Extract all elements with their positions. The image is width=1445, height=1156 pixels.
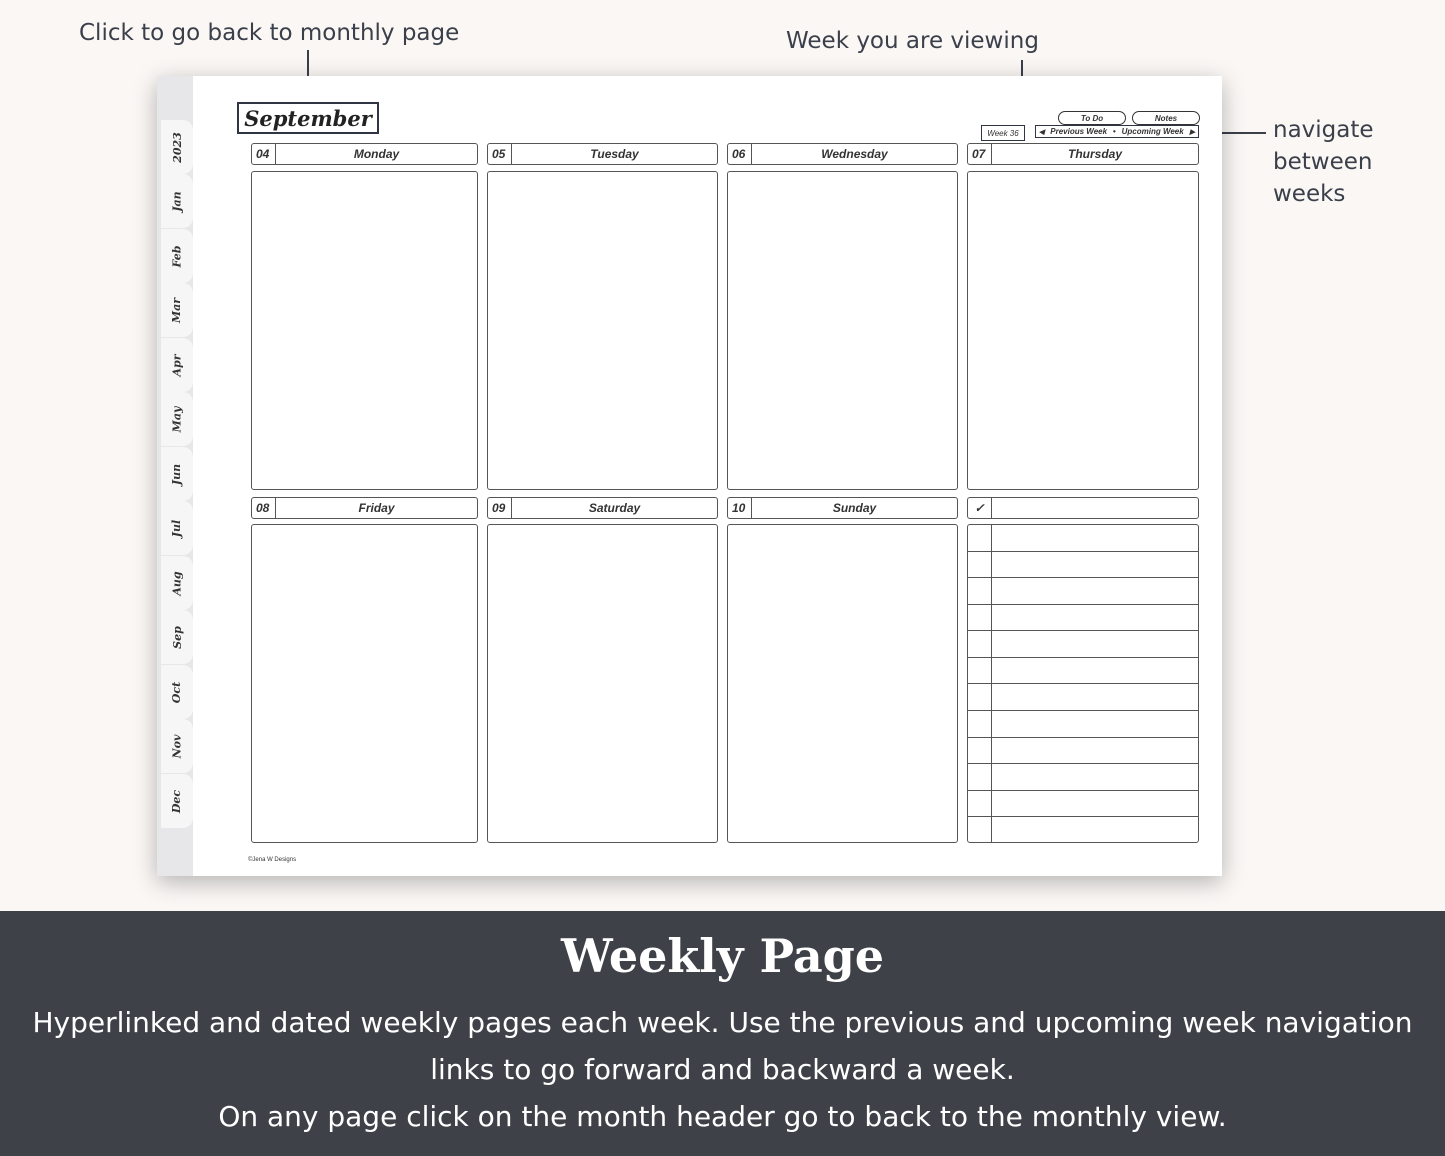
todo-row[interactable] <box>968 525 1198 552</box>
callout-week-viewing: Week you are viewing <box>786 28 1039 54</box>
tab-nov[interactable] <box>161 719 193 773</box>
callout-navigate-line-2: between <box>1273 149 1373 175</box>
todo-row[interactable] <box>968 552 1198 579</box>
day-header-wednesday <box>727 143 958 165</box>
week-navigation <box>1035 125 1199 138</box>
callout-month-back: Click to go back to monthly page <box>79 20 460 46</box>
todo-row[interactable] <box>968 578 1198 605</box>
tab-jun-label: Jun <box>170 463 184 485</box>
day-number: 08 <box>252 498 276 518</box>
todo-row[interactable] <box>968 764 1198 791</box>
todo-checkbox[interactable] <box>968 684 992 710</box>
day-box-monday[interactable] <box>251 171 478 490</box>
day-name: Saturday <box>588 501 641 515</box>
tab-mar-label: Mar <box>170 297 184 323</box>
todo-row[interactable] <box>968 631 1198 658</box>
notes-link[interactable]: Notes <box>1132 111 1200 125</box>
day-name: Thursday <box>1067 147 1122 161</box>
banner-text-line-2: links to go forward and backward a week. <box>430 1053 1015 1086</box>
todo-checkbox[interactable] <box>968 525 992 551</box>
todo-checkbox[interactable] <box>968 711 992 737</box>
todo-checkbox[interactable] <box>968 791 992 817</box>
upcoming-week-link[interactable]: Upcoming Week <box>1121 127 1184 136</box>
todo-row[interactable] <box>968 658 1198 685</box>
check-icon: ✓ <box>968 498 992 518</box>
todo-row[interactable] <box>968 711 1198 738</box>
tab-sep-label: Sep <box>170 625 184 649</box>
todo-checkbox[interactable] <box>968 764 992 790</box>
tab-feb-label: Feb <box>170 245 184 267</box>
nav-separator: • <box>1112 127 1116 136</box>
tab-jan[interactable] <box>161 174 193 228</box>
tab-apr[interactable] <box>161 338 193 392</box>
day-number: 04 <box>252 144 276 164</box>
day-number: 10 <box>728 498 752 518</box>
day-box-sunday[interactable] <box>727 524 958 843</box>
day-header-sunday <box>727 497 958 519</box>
todo-checkbox[interactable] <box>968 605 992 631</box>
banner-text-line-1: Hyperlinked and dated weekly pages each week. Use the previous and upcoming week navigation <box>32 1006 1413 1039</box>
todo-row[interactable] <box>968 605 1198 632</box>
day-box-tuesday[interactable] <box>487 171 718 490</box>
tab-sep[interactable] <box>161 610 193 664</box>
tab-dec[interactable] <box>161 774 193 828</box>
day-name: Wednesday <box>821 147 888 161</box>
copyright: ©Jena W Designs <box>248 857 297 863</box>
tab-nov-label: Nov <box>170 734 184 758</box>
tab-jun[interactable] <box>161 447 193 501</box>
todo-checkbox[interactable] <box>968 817 992 843</box>
todo-row[interactable] <box>968 738 1198 765</box>
day-number: 09 <box>488 498 512 518</box>
previous-arrow-icon[interactable]: ◀ <box>1039 128 1045 136</box>
todo-row[interactable] <box>968 817 1198 843</box>
tab-year[interactable] <box>161 120 193 174</box>
tab-year-label: 2023 <box>170 131 184 163</box>
callout-navigate-line-1: navigate <box>1273 117 1374 143</box>
next-arrow-icon[interactable]: ▶ <box>1189 128 1195 136</box>
day-header-friday <box>251 497 478 519</box>
tab-oct-label: Oct <box>170 681 184 703</box>
tab-dec-label: Dec <box>170 789 184 813</box>
tab-aug[interactable] <box>161 556 193 610</box>
day-name: Sunday <box>832 501 877 515</box>
day-header-tuesday <box>487 143 718 165</box>
month-tab-sidebar <box>157 76 193 876</box>
tab-jan-label: Jan <box>170 190 184 212</box>
day-box-saturday[interactable] <box>487 524 718 843</box>
tab-mar[interactable] <box>161 283 193 337</box>
day-box-wednesday[interactable] <box>727 171 958 490</box>
banner-text-line-3: On any page click on the month header go to back to the monthly view. <box>218 1100 1227 1133</box>
todo-row[interactable] <box>968 791 1198 818</box>
day-name: Friday <box>358 501 395 515</box>
tab-may[interactable] <box>161 392 193 446</box>
day-header-saturday <box>487 497 718 519</box>
day-name: Monday <box>353 147 400 161</box>
todo-checkbox[interactable] <box>968 552 992 578</box>
todo-checkbox[interactable] <box>968 658 992 684</box>
month-header-link[interactable]: September <box>237 102 379 134</box>
day-box-friday[interactable] <box>251 524 478 843</box>
tab-oct[interactable] <box>161 665 193 719</box>
day-header-thursday <box>967 143 1199 165</box>
tab-jul-label: Jul <box>170 519 184 537</box>
day-header-monday <box>251 143 478 165</box>
banner-title: Weekly Page <box>560 929 885 983</box>
todo-checkbox[interactable] <box>968 578 992 604</box>
day-box-thursday[interactable] <box>967 171 1199 490</box>
tab-apr-label: Apr <box>170 353 184 377</box>
callout-navigate <box>1273 114 1374 210</box>
callout-navigate-line-3: weeks <box>1273 181 1346 207</box>
previous-week-link[interactable]: Previous Week <box>1050 127 1108 136</box>
tab-may-label: May <box>170 406 184 432</box>
todo-header <box>967 497 1199 519</box>
planner-page <box>157 76 1222 876</box>
todo-checkbox[interactable] <box>968 738 992 764</box>
day-number: 06 <box>728 144 752 164</box>
todo-row[interactable] <box>968 684 1198 711</box>
day-number: 07 <box>968 144 992 164</box>
tab-jul[interactable] <box>161 501 193 555</box>
tab-aug-label: Aug <box>170 570 184 596</box>
tab-feb[interactable] <box>161 229 193 283</box>
day-number: 05 <box>488 144 512 164</box>
description-banner <box>0 911 1445 1156</box>
todo-link[interactable]: To Do <box>1058 111 1126 125</box>
day-name: Tuesday <box>590 147 639 161</box>
week-number: Week 36 <box>981 125 1025 141</box>
todo-checkbox[interactable] <box>968 631 992 657</box>
todo-list <box>967 524 1199 843</box>
